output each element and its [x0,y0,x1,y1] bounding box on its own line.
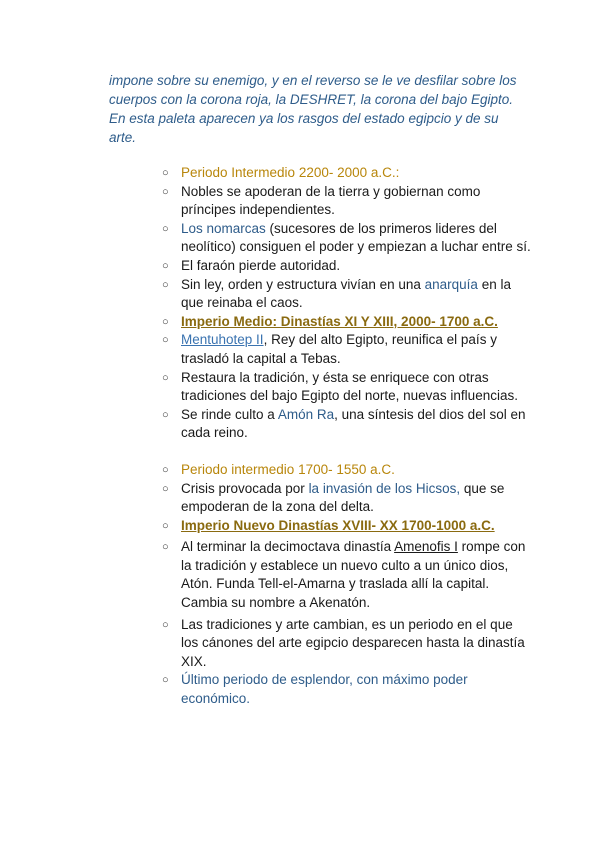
item-text: , una síntesis del dios del sol en cada reino. [181,406,526,441]
bullet-icon: ○ [162,519,169,532]
bullet-icon: ○ [162,222,169,235]
bullet-icon: ○ [162,408,169,421]
bullet-icon: ○ [162,541,169,554]
list-item [162,220,532,257]
term-nomarcas: Los nomarcas [181,220,266,236]
bullet-icon: ○ [162,618,169,631]
item-text: Restaura la tradición, y ésta se enriquece con otras tradiciones del bajo Egipto del norte, nuevas influencias. [181,369,518,404]
bullet-icon: ○ [162,674,169,687]
term-amenofis: Amenofis I [394,539,458,555]
heading-periodo-intermedio-1: Periodo Intermedio 2200- 2000 a.C.: [181,165,400,180]
intro-text [109,71,529,147]
item-text: (sucesores de los primeros lideres del neolítico) consiguen el poder y empiezan a luchar entre sí. [181,220,531,255]
list-item [162,164,532,183]
term-hicsos: la invasión de los Hicsos, [308,480,461,496]
heading-periodo-intermedio-2: Periodo intermedio 1700- 1550 a.C. [181,461,395,477]
bullet-icon: ○ [162,371,169,384]
list-item [162,461,532,480]
spacer [162,443,532,461]
item-text: Crisis provocada por [181,480,309,496]
bullet-icon: ○ [162,463,169,476]
bullet-icon: ○ [162,167,169,179]
item-text: Las tradiciones y arte cambian, es un periodo en el que los cánones del arte egipcio desparecen hasta la dinastía XIX. [181,616,525,669]
bullet-icon: ○ [162,334,169,347]
item-text: rompe con la tradición y establece un nuevo culto a un único dios, Atón. Funda Tell-el-Amarna y traslada allí la capital. Cambia su nombre a Akenatón. [181,539,526,611]
list-item [162,276,532,313]
bullet-icon: ○ [162,482,169,495]
list-item [162,480,532,517]
bullet-list [162,164,532,709]
heading-imperio-nuevo: Imperio Nuevo Dinastías XVIII- XX 1700-1000 a.C. [181,517,495,533]
item-text-esplendor: Último periodo de esplendor, con máximo poder económico. [181,672,468,707]
item-text: que se empoderan de la zona del delta. [181,480,505,515]
list-item [162,369,532,406]
intro-paragraph-1: impone sobre su enemigo, y en el reverso se le ve desfilar sobre los cuerpos con la corona roja, la DESHRET, la corona del bajo Egipto. [109,73,517,107]
link-mentuhotep[interactable]: Mentuhotep II [181,332,264,348]
item-text: Sin ley, orden y estructura vivían en una [181,276,425,292]
item-text: El faraón pierde autoridad. [181,257,341,273]
bullet-icon: ○ [162,259,169,272]
list-item [162,406,532,443]
term-anarquia: anarquía [424,276,478,292]
item-text: Al terminar la decimoctava dinastía [181,539,395,555]
term-amon-ra: Amón Ra [277,406,335,422]
list-item [162,517,532,536]
bullet-icon: ○ [162,185,169,198]
bullet-icon: ○ [162,315,169,328]
item-text: Nobles se apoderan de la tierra y gobiernan como príncipes independientes. [181,183,481,218]
item-text: en la que reinaba el caos. [181,276,511,311]
list-item [162,183,532,220]
item-text: , Rey del alto Egipto, reunifica el país y trasladó la capital a Tebas. [181,332,497,366]
list-item [162,616,532,672]
list-item [162,313,532,332]
list-item [162,257,532,276]
bullet-icon: ○ [162,278,169,291]
list-item [162,538,532,612]
intro-paragraph-2: En esta paleta aparecen ya los rasgos del estado egipcio y de su arte. [109,111,499,145]
list-item [162,671,532,708]
heading-imperio-medio: Imperio Medio: Dinastías XI Y XIII, 2000- 1700 a.C. [181,313,498,329]
item-text: Se rinde culto a [181,406,278,422]
list-item [162,331,532,368]
